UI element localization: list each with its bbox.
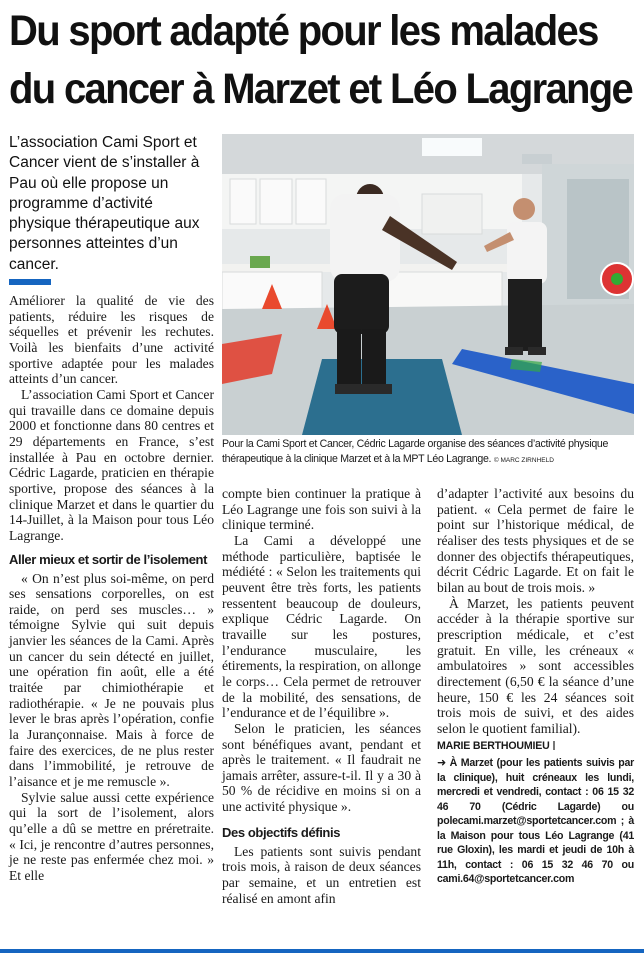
subheading-objectifs: Des objectifs définis: [222, 824, 341, 840]
headline-line-1: Du sport adapté pour les malades: [9, 7, 598, 55]
article-headline: [9, 2, 633, 118]
lead-accent-bar: [9, 279, 51, 285]
col3-paragraph-1: d’adapter l’activité aux besoins du patient. « Cela permet de faire le point sur l’historique médical, de réaliser des tests physiques et de se donner des objectifs thérapeutiques, décrit Cédric Lagarde. Et on fait le bilan au bout de trois mois. »: [437, 486, 634, 595]
photo-illustration: [222, 134, 634, 435]
photo-credit: © MARC ZIRNHELD: [493, 456, 554, 464]
author-signature: [437, 739, 634, 755]
subheading-isolation: Aller mieux et sortir de l’isolement: [9, 551, 207, 567]
col1-paragraph-4: Sylvie salue aussi cette expérience qui la sort de l’isolement, alors qu’elle a dû se mettre en préretraite. « Ici, je rencontre d’autres personnes, je ne reste pas enfermée chez moi. » Et elle: [9, 789, 214, 883]
col3-paragraph-2: À Marzet, les patients peuvent accéder à la thérapie sportive sur prescription médicale, et c’est gratuit. En ville, les créneaux « ambulatoires » sont accessibles directement (6,50 € la séance d’une heure, 150 € les 24 séances soit trois mois de suivi, et des aides selon le quotient familial).: [437, 595, 634, 736]
article-photo: [222, 134, 634, 435]
page-footer-bar: [0, 949, 644, 953]
practical-info: [437, 756, 634, 887]
col2-paragraph-2: La Cami a développé une méthode particulière, baptisée le médiété : « Selon les traitements qui peuvent être très forts, les patients ressentent beaucoup de douleurs, explique Cédric Lagarde. On travaille sur les postures, l’endurance musculaire, les étirements, la respiration, on allonge le corps… Cela permet de retrouver de la mobilité, des sensations, de l’endurance et de l’équilibre ».: [222, 532, 421, 721]
article-lead: L’association Cami Sport et Cancer vient de s’installer à Pau où elle propose un programme d’activité physique thérapeutique aux personnes atteintes d’un cancer.: [9, 134, 200, 273]
practical-info-text: À Marzet (pour les patients suivis par la clinique), huit créneaux les lundi, mercredi et vendredi, contact : 06 15 32 46 70 (Cédric Lagarde) ou polecami.marzet@sportetcancer.com ; à la Maison pour tous Léo Lagrange (41 rue Gloxin), les mardi et jeudi de 10h à 11h, contact : 06 15 32 46 70 ou cami.64@sportetcancer.com: [437, 757, 634, 886]
signature-bar: [553, 741, 555, 750]
col1-paragraph-3: « On n’est plus soi-même, on perd ses sensations corporelles, on est raide, on perd ses muscles… » témoigne Sylvie qui suit depuis janvier les séances de la Cami. Après un cancer du sein détecté en juillet, une opération fin août, elle a été traitée par chimiothérapie et radiothérapie. « Je ne pouvais plus lever le bras après l’opération, confie la Jurançonnaise. Mais à force de faire des exercices, de ne plus rester dans l’immobilité, je retrouve de l’aisance et je me remuscle ».: [9, 570, 214, 790]
photo-caption: [222, 437, 634, 468]
caption-text: Pour la Cami Sport et Cancer, Cédric Lagarde organise des séances d’activité physique thérapeutique à la clinique Marzet et à la MPT Léo Lagrange.: [222, 438, 609, 465]
col2-paragraph-1: compte bien continuer la pratique à Léo Lagrange une fois son suivi à la clinique terminé.: [222, 486, 421, 533]
author-name: MARIE BERTHOUMIEU: [437, 739, 550, 752]
headline-line-2: du cancer à Marzet et Léo Lagrange: [9, 65, 633, 113]
col2-paragraph-4: Les patients sont suivis pendant trois mois, à raison de deux séances par semaine, et un entretien est réalisé en amont afin: [222, 843, 421, 906]
col2-paragraph-3: Selon le praticien, les séances sont bénéfiques avant, pendant et après le traitement. « Il faudrait ne jamais arrêter, assure-t-il. Il y a 30 à 50 % de récidive en moins si on a une activité physique ».: [222, 720, 421, 815]
column-2: [222, 486, 421, 906]
col1-paragraph-1: Améliorer la qualité de vie des patients, réduire les risques de séquelles et prévenir les rechutes. Voilà les bienfaits d’une activité sportive adaptée pour les malades atteints d’un cancer.: [9, 293, 214, 387]
arrow-icon: ➜: [437, 757, 446, 770]
column-3: [437, 486, 634, 887]
col1-paragraph-2: L’association Cami Sport et Cancer qui travaille dans ce domaine depuis 2000 et fonctionne dans 80 centres et 29 départements en France, s’est installée à Pau en octobre dernier. Cédric Lagarde, praticien en thérapie sportive, propose des séances à la clinique Marzet et dans le quartier du 14-Juillet, à la Maison pour tous Léo Lagrange.: [9, 386, 214, 543]
column-1: [9, 293, 214, 884]
